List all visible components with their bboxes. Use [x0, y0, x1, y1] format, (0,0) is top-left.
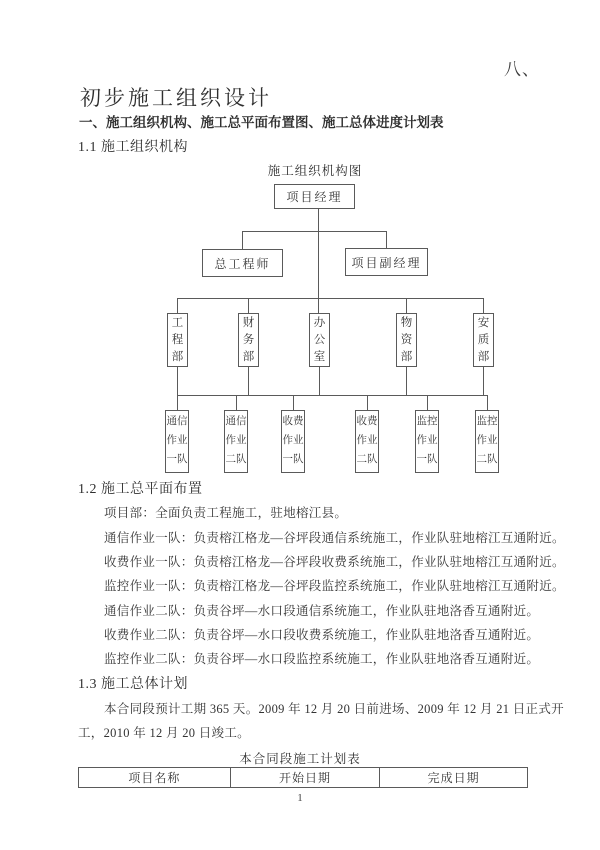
- page-number: 1: [297, 792, 303, 804]
- org-box-project-manager: 项目经理: [274, 184, 355, 209]
- org-box-dept-finance: 财务部: [238, 313, 259, 367]
- org-box-team-toll-1: 收费作业一队: [281, 410, 305, 473]
- para-schedule-line-1: 本合同段预计工期 365 天。2009 年 12 月 20 日前进场、2009 年 12 月 21 日正式开: [104, 702, 564, 716]
- org-box-dept-office: 办公室: [309, 313, 330, 367]
- connector-drop-chief: [242, 231, 243, 250]
- para-monitor-team-2: 监控作业二队：负责谷坪—水口段监控系统施工，作业队驻地洛香互通附近。: [104, 652, 540, 666]
- connector-drop-dept-4: [406, 298, 407, 313]
- connector-drop-team-1: [177, 395, 178, 410]
- org-box-deputy-manager: 项目副经理: [345, 248, 428, 276]
- org-box-dept-engineering: 工程部: [167, 313, 188, 367]
- schedule-table: [78, 767, 528, 788]
- org-box-dept-materials: 物资部: [396, 313, 417, 367]
- connector-drop-team-6: [487, 395, 488, 410]
- org-box-team-comm-2: 通信作业二队: [224, 410, 248, 473]
- connector-drop-dept-2: [248, 298, 249, 313]
- connector-drop-team-2: [236, 395, 237, 410]
- connector-branch-horizontal: [242, 231, 387, 232]
- col-header-finish-date: 完成日期: [380, 768, 528, 788]
- doc-title: 初步施工组织设计: [80, 86, 272, 110]
- connector-bus-departments: [177, 298, 484, 299]
- connector-stem-dept-3: [319, 367, 320, 395]
- connector-drop-team-4: [367, 395, 368, 410]
- connector-drop-team-5: [427, 395, 428, 410]
- heading-overview: 一、施工组织机构、施工总平面布置图、施工总体进度计划表: [79, 115, 444, 130]
- org-box-team-toll-2: 收费作业二队: [355, 410, 379, 473]
- org-chart-diagram: [0, 160, 600, 478]
- connector-drop-team-3: [293, 395, 294, 410]
- para-comm-team-2: 通信作业二队：负责谷坪—水口段通信系统施工，作业队驻地洛香互通附近。: [104, 604, 540, 618]
- org-chart-title: 施工组织机构图: [267, 164, 363, 178]
- org-box-team-comm-1: 通信作业一队: [165, 410, 189, 473]
- para-schedule-line-2: 工，2010 年 12 月 20 日竣工。: [78, 726, 250, 740]
- org-box-team-monitor-1: 监控作业一队: [415, 410, 439, 473]
- connector-bus-teams: [177, 395, 488, 396]
- heading-1-2: 1.2 施工总平面布置: [78, 482, 203, 497]
- para-comm-team-1: 通信作业一队：负责榕江格龙—谷坪段通信系统施工，作业队驻地榕江互通附近。: [104, 531, 565, 545]
- org-box-chief-engineer: 总工程师: [202, 249, 283, 277]
- heading-1-1: 1.1 施工组织机构: [78, 140, 188, 155]
- para-toll-team-2: 收费作业二队：负责谷坪—水口段收费系统施工，作业队驻地洛香互通附近。: [104, 628, 540, 642]
- connector-drop-deputy: [386, 231, 387, 249]
- para-project-dept: 项目部：全面负责工程施工，驻地榕江县。: [104, 506, 348, 520]
- connector-stem-dept-5: [483, 367, 484, 395]
- col-header-start-date: 开始日期: [230, 768, 380, 788]
- connector-drop-dept-1: [177, 298, 178, 313]
- schedule-table-header-row: [79, 768, 528, 788]
- para-toll-team-1: 收费作业一队：负责榕江格龙—谷坪段收费系统施工，作业队驻地榕江互通附近。: [104, 555, 565, 569]
- org-box-dept-safety: 安质部: [473, 313, 494, 367]
- col-header-project-name: 项目名称: [79, 768, 231, 788]
- connector-stem-dept-4: [406, 367, 407, 395]
- schedule-table-title: 本合同段施工计划表: [239, 752, 361, 766]
- para-monitor-team-1: 监控作业一队：负责榕江格龙—谷坪段监控系统施工，作业队驻地榕江互通附近。: [104, 579, 565, 593]
- part-number: 八、: [504, 60, 540, 79]
- heading-1-3: 1.3 施工总体计划: [78, 677, 188, 692]
- connector-stem-dept-1: [177, 367, 178, 395]
- connector-drop-dept-5: [483, 298, 484, 313]
- connector-stem-dept-2: [248, 367, 249, 395]
- org-box-team-monitor-2: 监控作业二队: [475, 410, 499, 473]
